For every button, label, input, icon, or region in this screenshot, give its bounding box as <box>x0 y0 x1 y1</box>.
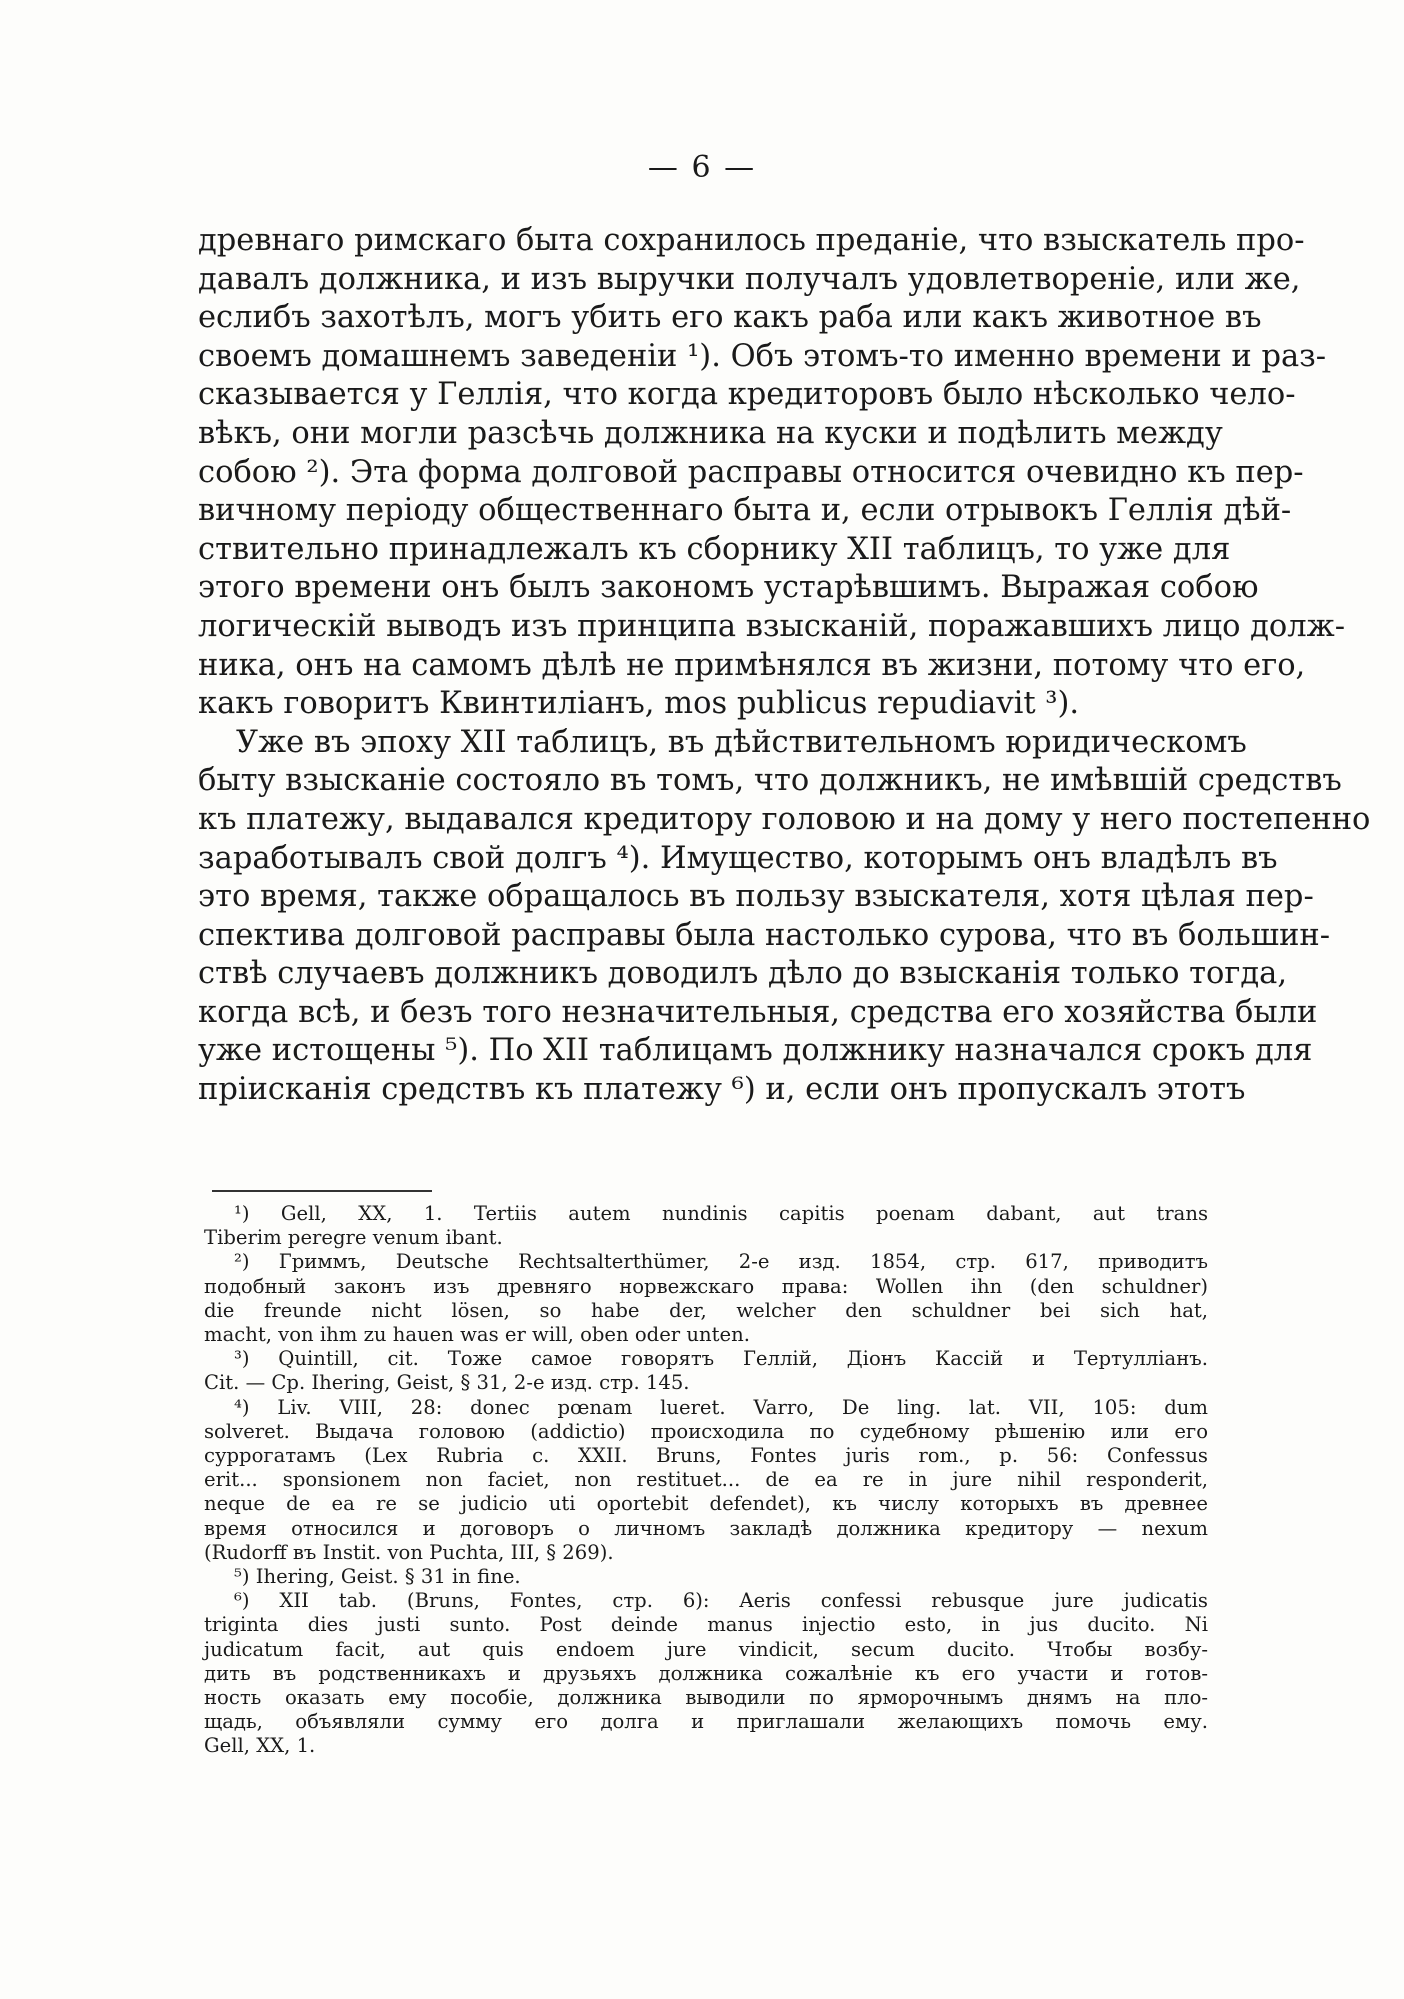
footnote-line: solveret. Выдача головою (addictio) происходила по судебному рѣшенію или его <box>204 1419 1208 1443</box>
footnote-rule <box>212 1190 432 1192</box>
footnote-line: дить въ родственникахъ и друзьяхъ должника сожалѣніе къ его участи и готов- <box>204 1661 1208 1685</box>
footnote-line: ⁴) Liv. VIII, 28: donec pœnam lueret. Varro, De ling. lat. VII, 105: dum <box>234 1395 1208 1419</box>
footnote-line: Cit. — Ср. Ihering, Geist, § 31, 2-е изд. стр. 145. <box>204 1371 690 1395</box>
body-line: вичному періоду общественнаго быта и, если отрывокъ Геллія дѣй- <box>198 493 1292 529</box>
body-line: быту взысканіе состояло въ томъ, что должникъ, не имѣвшій средствъ <box>198 763 1342 799</box>
footnote-line: щадь, объявляли сумму его долга и приглашали желающихъ помочь ему. <box>204 1710 1208 1734</box>
body-line: сказывается у Геллія, что когда кредиторовъ было нѣсколько чело- <box>198 377 1296 413</box>
page-number: — 6 — <box>647 150 757 185</box>
footnotes <box>204 1202 1208 1759</box>
body-line: древнаго римскаго быта сохранилось преданіе, что взыскатель про- <box>198 223 1305 258</box>
body-line: уже истощены ⁵). По XII таблицамъ должнику назначался срокъ для <box>198 1033 1313 1069</box>
footnote-line: суррогатамъ (Lex Rubria c. XXII. Bruns, Fontes juris rom., p. 56: Confessus <box>204 1444 1208 1468</box>
body-text <box>198 222 1371 1110</box>
footnote-line: ²) Гриммъ, Deutsche Rechtsalterthümer, 2-е изд. 1854, стр. 617, приводитъ <box>234 1250 1208 1274</box>
footnote-line: ³) Quintill, cit. Тоже самое говорятъ Геллій, Діонъ Кассій и Тертулліанъ. <box>234 1347 1208 1371</box>
body-line: это время, также обращалось въ пользу взыскателя, хотя цѣлая пер- <box>198 879 1314 915</box>
footnote-line: время относился и договоръ о личномъ закладѣ должника кредитору — nexum <box>204 1516 1208 1540</box>
body-line: собою ²). Эта форма долговой расправы относится очевидно къ пер- <box>198 454 1304 490</box>
footnote-line: (Rudorff въ Instit. von Puchta, III, § 269). <box>204 1540 614 1564</box>
body-line: вѣкъ, они могли разсѣчь должника на куски и подѣлить между <box>198 415 1223 451</box>
footnote-line: triginta dies justi sunto. Post deinde manus injectio esto, in jus ducito. Ni <box>204 1613 1208 1637</box>
footnote-line: Gell, XX, 1. <box>204 1734 316 1758</box>
body-line: прiисканія средствъ къ платежу ⁶) и, если онъ пропускалъ этотъ <box>198 1072 1246 1108</box>
footnote-line: Tiberim peregre venum ibant. <box>204 1226 503 1250</box>
body-line: какъ говоритъ Квинтиліанъ, mos publicus repudiavit ³). <box>198 686 1080 722</box>
footnote-line: die freunde nicht lösen, so habe der, welcher den schuldner bei sich hat, <box>204 1298 1208 1322</box>
footnote-line: подобный законъ изъ древняго норвежскаго права: Wollen ihn (den schuldner) <box>204 1274 1208 1298</box>
body-line: когда всѣ, и безъ того незначительныя, средства его хозяйства были <box>198 994 1318 1030</box>
body-line: ствѣ случаевъ должникъ доводилъ дѣло до взысканія только тогда, <box>198 956 1288 992</box>
body-line: заработывалъ свой долгъ ⁴). Имущество, которымъ онъ владѣлъ въ <box>198 840 1278 876</box>
body-line: ника, онъ на самомъ дѣлѣ не примѣнялся въ жизни, потому что его, <box>198 647 1306 683</box>
footnote-line: erit... sponsionem non faciet, non restituet... de ea re in jure nihil responderit, <box>204 1468 1208 1492</box>
body-line: Уже въ эпоху XII таблицъ, въ дѣйствительномъ юридическомъ <box>236 724 1247 760</box>
footnote-line: ⁶) XII tab. (Bruns, Fontes, стр. 6): Aeris confessi rebusque jure judicatis <box>234 1589 1208 1613</box>
footnote-line: ¹) Gell, XX, 1. Tertiis autem nundinis capitis poenam dabant, aut trans <box>234 1202 1208 1225</box>
footnote-line: judicatum facit, aut quis endoem jure vindicit, secum ducito. Чтобы возбу- <box>204 1637 1208 1661</box>
body-line: еслибъ захотѣлъ, могъ убить его какъ раба или какъ животное въ <box>198 300 1262 336</box>
body-line: этого времени онъ былъ закономъ устарѣвшимъ. Выражая собою <box>198 570 1259 606</box>
body-line: ствительно принадлежалъ къ сборнику XII таблицъ, то уже для <box>198 531 1231 567</box>
body-line: своемъ домашнемъ заведеніи ¹). Объ этомъ-то именно времени и раз- <box>198 338 1327 374</box>
body-line: логическій выводъ изъ принципа взысканій, поражавшихъ лицо долж- <box>198 608 1346 644</box>
body-line: спектива долговой расправы была настолько сурова, что въ большин- <box>198 917 1331 953</box>
footnote-line: ность оказать ему пособіе, должника выводили по ярморочнымъ днямъ на пло- <box>204 1686 1208 1710</box>
body-line: давалъ должника, и изъ выручки получалъ удовлетвореніе, или же, <box>198 261 1301 297</box>
footnote-line: ⁵) Ihering, Geist. § 31 in fine. <box>234 1565 521 1589</box>
footnote-line: neque de ea re se judicio uti oportebit defendet), къ числу которыхъ въ древнее <box>204 1492 1208 1516</box>
footnote-line: macht, von ihm zu hauen was er will, oben oder unten. <box>204 1323 750 1347</box>
body-line: къ платежу, выдавался кредитору головою и на дому у него постепенно <box>198 801 1371 837</box>
